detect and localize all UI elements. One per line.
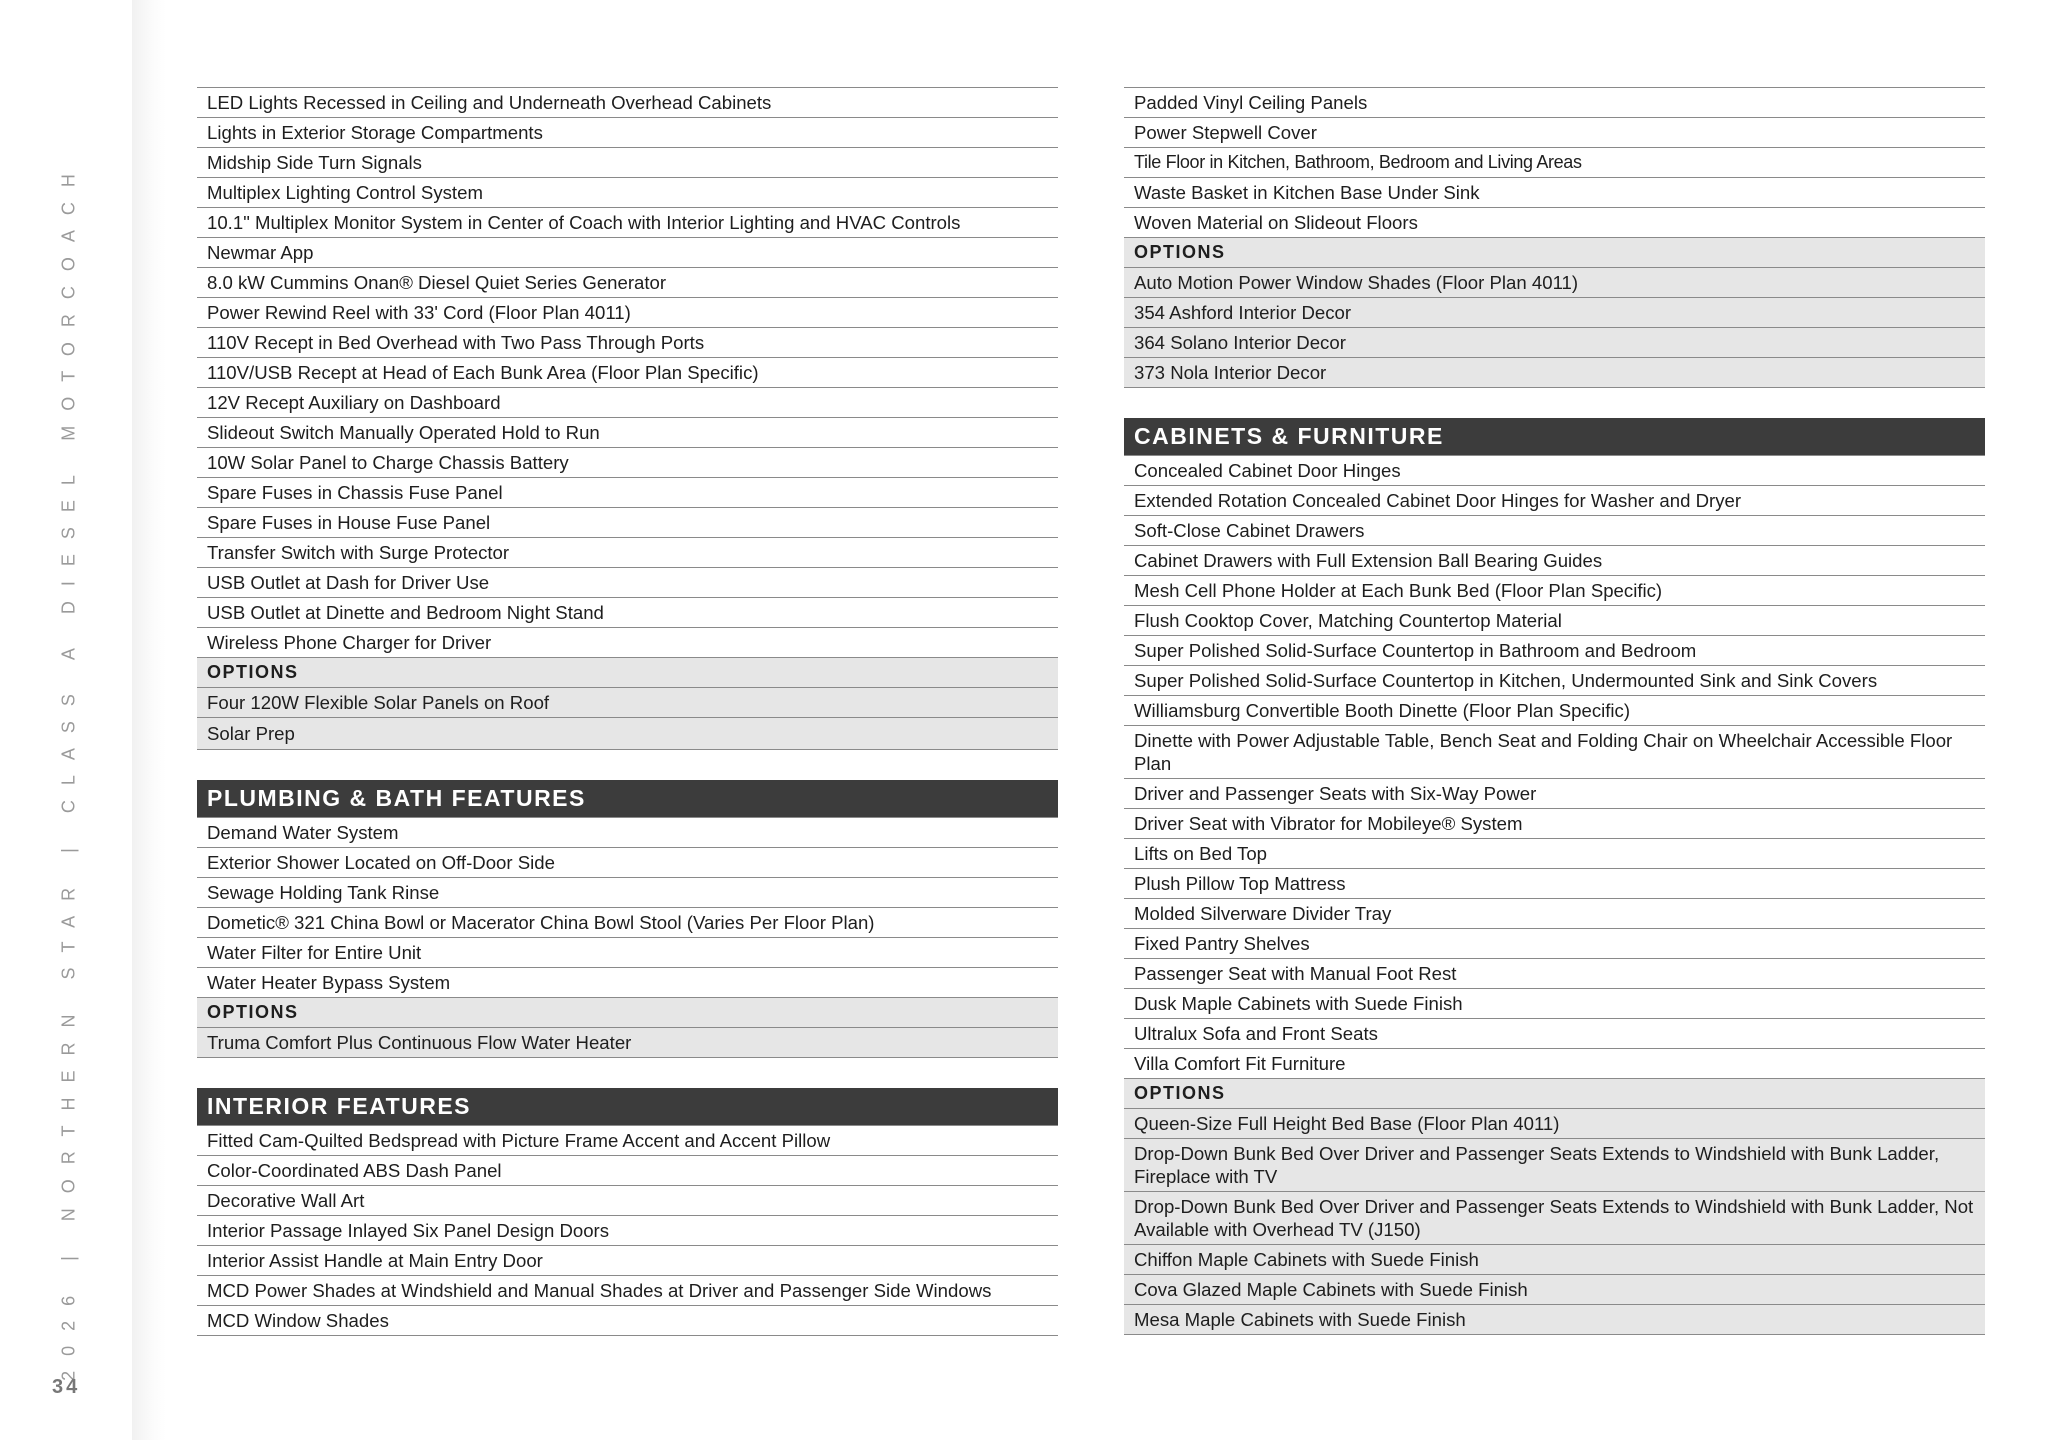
cabinets-list <box>1124 456 1985 1335</box>
list-item: Soft-Close Cabinet Drawers <box>1124 516 1985 546</box>
option-item: Mesa Maple Cabinets with Suede Finish <box>1124 1305 1985 1335</box>
right-column <box>1124 87 1985 1335</box>
option-item: Drop-Down Bunk Bed Over Driver and Passenger Seats Extends to Windshield with Bunk Ladder, Fireplace with TV <box>1124 1139 1985 1192</box>
list-item: Plush Pillow Top Mattress <box>1124 869 1985 899</box>
list-item: Williamsburg Convertible Booth Dinette (Floor Plan Specific) <box>1124 696 1985 726</box>
list-item: Transfer Switch with Surge Protector <box>197 538 1058 568</box>
list-item: Driver and Passenger Seats with Six-Way Power <box>1124 779 1985 809</box>
option-item: Truma Comfort Plus Continuous Flow Water Heater <box>197 1028 1058 1058</box>
list-item: Woven Material on Slideout Floors <box>1124 208 1985 238</box>
list-item: 12V Recept Auxiliary on Dashboard <box>197 388 1058 418</box>
list-item: Decorative Wall Art <box>197 1186 1058 1216</box>
list-item: LED Lights Recessed in Ceiling and Underneath Overhead Cabinets <box>197 88 1058 118</box>
list-item: 10.1" Multiplex Monitor System in Center of Coach with Interior Lighting and HVAC Controls <box>197 208 1058 238</box>
list-item: Passenger Seat with Manual Foot Rest <box>1124 959 1985 989</box>
list-item: MCD Window Shades <box>197 1306 1058 1336</box>
page-number: 34 <box>52 1376 81 1398</box>
options-label: OPTIONS <box>1124 238 1985 268</box>
list-item: Spare Fuses in House Fuse Panel <box>197 508 1058 538</box>
list-item: Lights in Exterior Storage Compartments <box>197 118 1058 148</box>
options-label: OPTIONS <box>197 998 1058 1028</box>
list-item: Power Stepwell Cover <box>1124 118 1985 148</box>
list-item: Sewage Holding Tank Rinse <box>197 878 1058 908</box>
list-item: MCD Power Shades at Windshield and Manual Shades at Driver and Passenger Side Windows <box>197 1276 1058 1306</box>
list-item: Mesh Cell Phone Holder at Each Bunk Bed (Floor Plan Specific) <box>1124 576 1985 606</box>
list-item: Super Polished Solid-Surface Countertop in Kitchen, Undermounted Sink and Sink Covers <box>1124 666 1985 696</box>
list-item: Water Heater Bypass System <box>197 968 1058 998</box>
option-item: 373 Nola Interior Decor <box>1124 358 1985 388</box>
electrical-list <box>197 88 1058 750</box>
list-item: USB Outlet at Dinette and Bedroom Night Stand <box>197 598 1058 628</box>
plumbing-list <box>197 818 1058 1058</box>
list-item: Interior Passage Inlayed Six Panel Design Doors <box>197 1216 1058 1246</box>
list-item: Power Rewind Reel with 33' Cord (Floor Plan 4011) <box>197 298 1058 328</box>
option-item: Four 120W Flexible Solar Panels on Roof <box>197 688 1058 718</box>
list-item: Padded Vinyl Ceiling Panels <box>1124 88 1985 118</box>
list-item: Multiplex Lighting Control System <box>197 178 1058 208</box>
option-item: Cova Glazed Maple Cabinets with Suede Finish <box>1124 1275 1985 1305</box>
list-item: 110V/USB Recept at Head of Each Bunk Area (Floor Plan Specific) <box>197 358 1058 388</box>
list-item: Dometic® 321 China Bowl or Macerator China Bowl Stool (Varies Per Floor Plan) <box>197 908 1058 938</box>
list-item: 10W Solar Panel to Charge Chassis Battery <box>197 448 1058 478</box>
section-header-interior: INTERIOR FEATURES <box>197 1088 1058 1126</box>
list-item: Villa Comfort Fit Furniture <box>1124 1049 1985 1079</box>
list-item: Dusk Maple Cabinets with Suede Finish <box>1124 989 1985 1019</box>
list-item: 110V Recept in Bed Overhead with Two Pass Through Ports <box>197 328 1058 358</box>
list-item: Concealed Cabinet Door Hinges <box>1124 456 1985 486</box>
list-item: Demand Water System <box>197 818 1058 848</box>
list-item: Water Filter for Entire Unit <box>197 938 1058 968</box>
list-item: Driver Seat with Vibrator for Mobileye® System <box>1124 809 1985 839</box>
section-header-cabinets: CABINETS & FURNITURE <box>1124 418 1985 456</box>
list-item: Newmar App <box>197 238 1058 268</box>
list-item: Flush Cooktop Cover, Matching Countertop Material <box>1124 606 1985 636</box>
list-item: Ultralux Sofa and Front Seats <box>1124 1019 1985 1049</box>
list-item: Spare Fuses in Chassis Fuse Panel <box>197 478 1058 508</box>
option-item: Drop-Down Bunk Bed Over Driver and Passenger Seats Extends to Windshield with Bunk Ladder, Not Available with Overhead TV (J150) <box>1124 1192 1985 1245</box>
interior-continued-list <box>1124 88 1985 388</box>
list-item: Slideout Switch Manually Operated Hold to Run <box>197 418 1058 448</box>
list-item: Interior Assist Handle at Main Entry Door <box>197 1246 1058 1276</box>
list-item: Midship Side Turn Signals <box>197 148 1058 178</box>
option-item: Auto Motion Power Window Shades (Floor Plan 4011) <box>1124 268 1985 298</box>
list-item: Fitted Cam-Quilted Bedspread with Picture Frame Accent and Accent Pillow <box>197 1126 1058 1156</box>
section-header-plumbing: PLUMBING & BATH FEATURES <box>197 780 1058 818</box>
option-item: Chiffon Maple Cabinets with Suede Finish <box>1124 1245 1985 1275</box>
list-item: Waste Basket in Kitchen Base Under Sink <box>1124 178 1985 208</box>
side-margin-shadow <box>132 0 166 1440</box>
option-item: Solar Prep <box>197 718 1058 750</box>
options-label: OPTIONS <box>1124 1079 1985 1109</box>
list-item: Cabinet Drawers with Full Extension Ball Bearing Guides <box>1124 546 1985 576</box>
vertical-brochure-title: 2026 | NORTHERN STAR | CLASS A DIESEL MOTORCOACH <box>58 159 79 1381</box>
list-item: USB Outlet at Dash for Driver Use <box>197 568 1058 598</box>
list-item: Lifts on Bed Top <box>1124 839 1985 869</box>
option-item: 354 Ashford Interior Decor <box>1124 298 1985 328</box>
list-item: Dinette with Power Adjustable Table, Bench Seat and Folding Chair on Wheelchair Accessible Floor Plan <box>1124 726 1985 779</box>
list-item: Wireless Phone Charger for Driver <box>197 628 1058 658</box>
left-column <box>197 87 1058 1336</box>
list-item: Color-Coordinated ABS Dash Panel <box>197 1156 1058 1186</box>
list-item: Tile Floor in Kitchen, Bathroom, Bedroom and Living Areas <box>1124 148 1985 178</box>
list-item: Extended Rotation Concealed Cabinet Door Hinges for Washer and Dryer <box>1124 486 1985 516</box>
option-item: Queen-Size Full Height Bed Base (Floor Plan 4011) <box>1124 1109 1985 1139</box>
list-item: Exterior Shower Located on Off-Door Side <box>197 848 1058 878</box>
option-item: 364 Solano Interior Decor <box>1124 328 1985 358</box>
list-item: Fixed Pantry Shelves <box>1124 929 1985 959</box>
options-label: OPTIONS <box>197 658 1058 688</box>
list-item: Molded Silverware Divider Tray <box>1124 899 1985 929</box>
list-item: 8.0 kW Cummins Onan® Diesel Quiet Series Generator <box>197 268 1058 298</box>
list-item: Super Polished Solid-Surface Countertop in Bathroom and Bedroom <box>1124 636 1985 666</box>
interior-list <box>197 1126 1058 1336</box>
